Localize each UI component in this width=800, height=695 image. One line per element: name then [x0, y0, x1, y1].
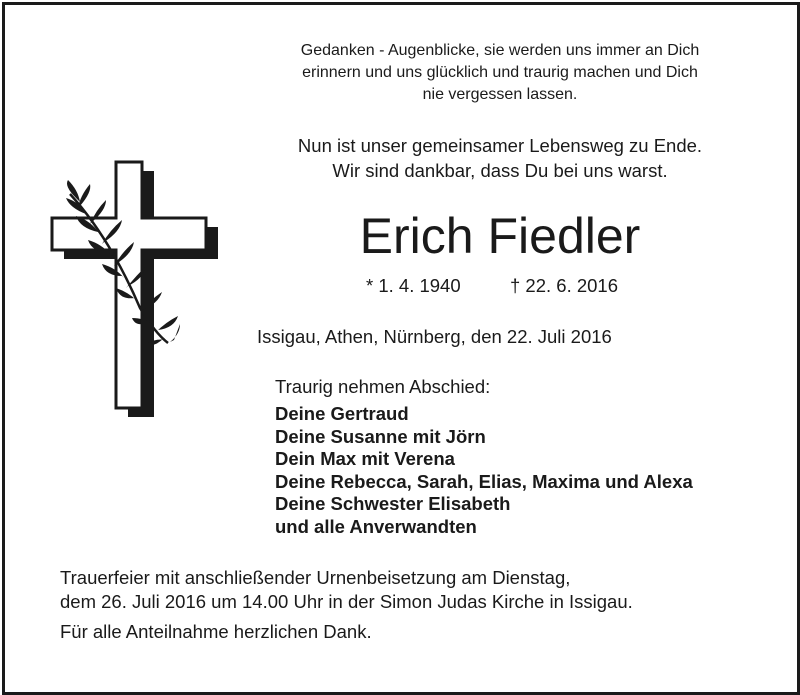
mourner: Deine Susanne mit Jörn [275, 425, 486, 447]
poem-line: nie vergessen lassen. [422, 86, 578, 103]
thanks-note: Für alle Anteilnahme herzlichen Dank. [60, 621, 372, 642]
poem [230, 40, 770, 106]
mourner: Deine Rebecca, Sarah, Elias, Maxima und Alexa [275, 470, 693, 492]
quote-line: Nun ist unser gemeinsamer Lebensweg zu Ende. [297, 135, 703, 156]
poem-line: Gedanken - Augenblicke, sie werden uns immer an Dich [300, 42, 700, 59]
mourner: Deine Schwester Elisabeth [275, 493, 511, 514]
place-and-date: Issigau, Athen, Nürnberg, den 22. Juli 2016 [257, 326, 612, 347]
mourner: und alle Anverwandten [275, 515, 477, 537]
service-line: Trauerfeier mit anschließender Urnenbeisetzung am Dienstag, [60, 567, 571, 588]
quote-line: Wir sind dankbar, dass Du bei uns warst. [332, 160, 668, 181]
birth-date: * 1. 4. 1940 [366, 275, 461, 296]
mourners-intro: Traurig nehmen Abschied: [275, 376, 491, 397]
deceased-name: Erich Fiedler [359, 208, 641, 264]
mourner: Deine Gertraud [275, 403, 409, 424]
service-line: dem 26. Juli 2016 um 14.00 Uhr in der Simon Judas Kirche in Issigau. [60, 591, 633, 612]
mourner: Dein Max mit Verena [275, 448, 455, 469]
quote [230, 133, 770, 183]
poem-line: erinnern und uns glücklich und traurig machen und Dich [302, 64, 698, 81]
service-info [60, 566, 633, 614]
death-date: † 22. 6. 2016 [510, 275, 619, 296]
mourners-list [275, 403, 693, 538]
cross-with-palm-branch-icon [50, 158, 222, 420]
